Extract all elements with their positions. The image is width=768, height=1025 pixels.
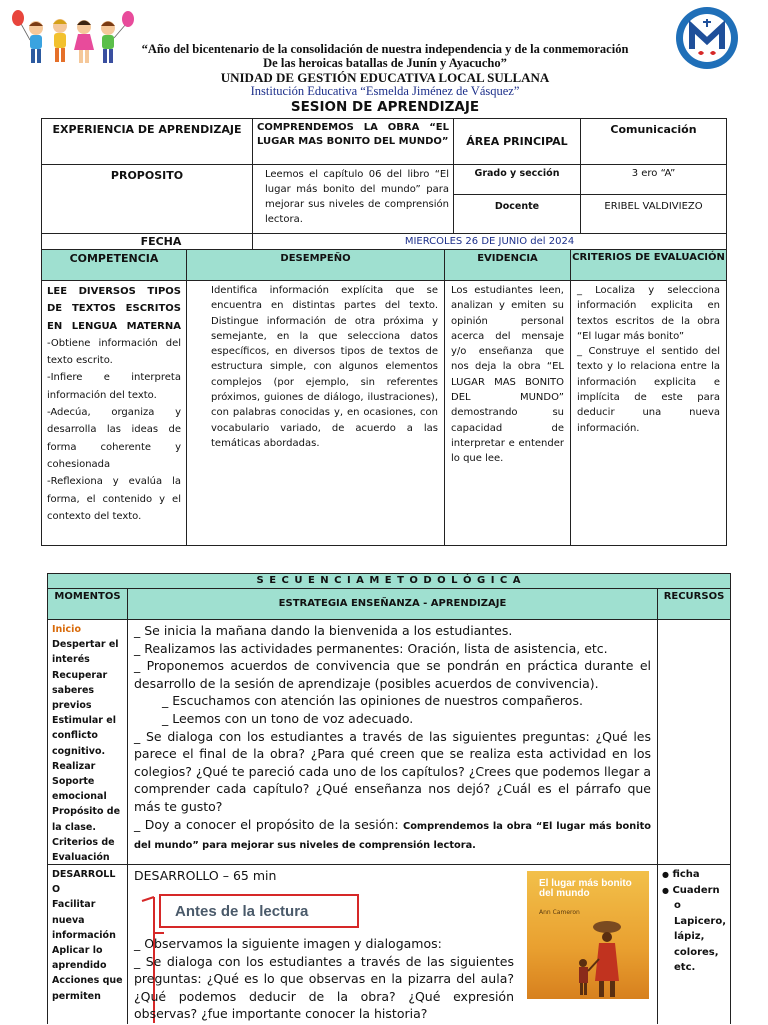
antes-lectura-label: Antes de la lectura (175, 903, 309, 920)
estrategia-header: ESTRATEGIA ENSEÑANZA - APRENDIZAJE (127, 588, 658, 620)
secuencia-title: S E C U E N C I A M E T O D O L Ó G I C A (47, 573, 731, 589)
ugel-title: UNIDAD DE GESTIÓN EDUCATIVA LOCAL SULLANA (220, 70, 550, 85)
recurso-2: ● Cuaderno (662, 884, 720, 911)
inicio-item-3: Estimular el conflicto cognitivo. (52, 715, 116, 757)
docente-value: ERIBEL VALDIVIEZO (580, 194, 727, 234)
recurso-3: Lapicero, lápiz, colores, etc. (674, 915, 727, 973)
inicio-line-1: _ Se inicia la mañana dando la bienvenida a los estudiantes. (134, 623, 513, 638)
desarrollo-item-2: Aplicar lo aprendido (52, 945, 107, 972)
school-logo (674, 5, 740, 71)
capacidad-2: -Infiere e interpreta información del texto. (47, 372, 181, 401)
desarrollo-label: DESARROLLO (52, 869, 116, 896)
desarrollo-item-1: Facilitar nueva información (52, 899, 116, 941)
inicio-label: Inicio (52, 624, 81, 635)
book-cover-image (527, 871, 649, 999)
capacidad-4: -Reflexiona y evalúa la forma, el contenido y el contexto del texto. (47, 476, 181, 522)
desarrollo-momento-cell (47, 864, 128, 1024)
inicio-line-5: _ Leemos con un tono de voz adecuado. (162, 710, 414, 726)
fecha-value: MIERCOLES 26 DE JUNIO del 2024 (252, 233, 727, 250)
proposito-line: _ Doy a conocer el propósito de la sesión: Comprendemos la obra “El lugar más bonito del mundo” para mejorar sus niveles de comprensión lectora. (134, 816, 651, 852)
competencia-header: COMPETENCIA (41, 249, 187, 281)
desarrollo-title: DESARROLLO – 65 min (134, 868, 277, 883)
experiencia-label: EXPERIENCIA DE APRENDIZAJE (41, 118, 253, 165)
proposito-label: PROPOSITO (41, 164, 253, 234)
fecha-label: FECHA (41, 233, 253, 250)
inicio-line-4: _ Escuchamos con atención las opiniones de nuestros compañeros. (162, 693, 583, 709)
secuencia-table (47, 573, 731, 1024)
competencia-cell (41, 280, 187, 546)
desarrollo-text (134, 935, 514, 1023)
area-label: ÁREA PRINCIPAL (453, 118, 581, 165)
desempeno-header: DESEMPEÑO (186, 249, 445, 281)
evidencia-header: EVIDENCIA (444, 249, 571, 281)
session-title: SESION DE APRENDIZAJE (290, 99, 480, 115)
desempeno-cell: Identifica información explícita que se encuentra en distintas partes del texto. Distingue información de otra próxima y semejante, en la que selecciona datos específicos, en diversos tipos de textos de estructura simple, con algunos elementos complejos (por ejemplo, sin referentes próximos, guiones de diálogo, ilustraciones), con palabras conocidas y, en ocasiones, con vocabulario variado, de acuerdo a las temáticas abordadas. (186, 280, 445, 546)
inicio-item-2: Recuperar saberes previos (52, 669, 108, 712)
desarrollo-recursos-cell (657, 864, 731, 1024)
inicio-line-3: _ Proponemos acuerdos de convivencia que se pondrán en práctica durante el desarrollo de la sesión de aprendizaje (posibles acuerdos de convivencia). (134, 658, 651, 691)
recurso-1: ● ficha (662, 869, 700, 880)
institution-name: Institución Educativa “Esmelda Jiménez de Vásquez” (250, 84, 520, 98)
desarrollo-line-2: _ Se dialoga con los estudiantes a través de las siguientes preguntas: ¿Qué es lo que observas en la pizarra del aula? ¿Qué podemos deducir de la obra? ¿Qué expresión observas? ¿fue importante conocer la historia? (134, 953, 514, 1022)
criterios-cell (570, 280, 727, 546)
header-line-2: De las heroicas batallas de Junín y Ayacucho” (263, 56, 507, 70)
criterio-1: _ Localiza y selecciona información explicita en textos escritos de la obra “El lugar más bonito” (577, 285, 720, 342)
inicio-momento-cell (47, 619, 128, 865)
criterio-2: _ Construye el sentido del texto y lo relaciona entre la información explicita e implícita de este para deducir una nueva información. (577, 346, 720, 434)
proposito-value: Leemos el capítulo 06 del libro “El lugar más bonito del mundo” para mejorar sus niveles de comprensión lectora. (252, 164, 454, 234)
desarrollo-line-1: _ Observamos la siguiente imagen y dialogamos: (134, 936, 442, 951)
inicio-item-5: Propósito de la clase. (52, 806, 121, 833)
competencia-title: LEE DIVERSOS TIPOS DE TEXTOS ESCRITOS EN LENGUA MATERNA (47, 286, 181, 332)
criterios-header: CRITERIOS DE EVALUACIÓN (570, 249, 727, 281)
experiencia-value: COMPRENDEMOS LA OBRA “EL LUGAR MAS BONITO DEL MUNDO” (252, 118, 454, 165)
grado-value: 3 ero “A” (580, 164, 727, 195)
inicio-line-2: _ Realizamos las actividades permanentes: Oración, lista de asistencia, etc. (134, 640, 608, 656)
inicio-item-6: Criterios de Evaluación (52, 836, 115, 864)
inicio-estrategia-cell (127, 619, 658, 865)
docente-label: Docente (453, 194, 581, 234)
inicio-item-4: Realizar Soporte emocional (52, 760, 107, 803)
recursos-header: RECURSOS (657, 588, 731, 620)
inicio-item-1: Despertar el interés (52, 639, 119, 666)
inicio-line-6: _ Se dialoga con los estudiantes a través de las siguientes preguntas: ¿Qué les parece el final de la obra? ¿Para qué creen que se realiza esta actividad en los colegios? ¿Qué te pareció cada uno de los capítulos? ¿Crees que podemos llegar a comprender cada capítulo? ¿Qué enseñanza nos dejó? ¿Cuál es el párrafo que más te gusto? (134, 728, 651, 814)
book-title: El lugar más bonito del mundo (539, 878, 632, 899)
capacidad-3: -Adecúa, organiza y desarrolla las ideas de forma coherente y cohesionada (47, 407, 181, 470)
book-author: Ann Cameron (539, 909, 580, 916)
children-illustration (8, 6, 136, 68)
inicio-recursos-cell (657, 619, 731, 865)
evidencia-cell: Los estudiantes leen, analizan y emiten su opinión personal acerca del mensaje y/o enseñanza que nos deja la obra “EL LUGAR MAS BONITO DEL MUNDO” demostrando su capacidad de interpretar e entender lo que lee. (444, 280, 571, 546)
info-grid (41, 118, 727, 546)
momentos-header: MOMENTOS (47, 588, 128, 620)
desarrollo-estrategia-cell (127, 864, 658, 1024)
desarrollo-item-3: Acciones que permiten (52, 975, 123, 1002)
header-line-1: “Año del bicentenario de la consolidación de nuestra independencia y de la conmemoración (141, 42, 629, 56)
grado-label: Grado y sección (453, 164, 581, 195)
area-value: Comunicación (580, 118, 727, 165)
antes-lectura-box (159, 894, 359, 928)
capacidad-1: -Obtiene información del texto escrito. (47, 337, 181, 367)
